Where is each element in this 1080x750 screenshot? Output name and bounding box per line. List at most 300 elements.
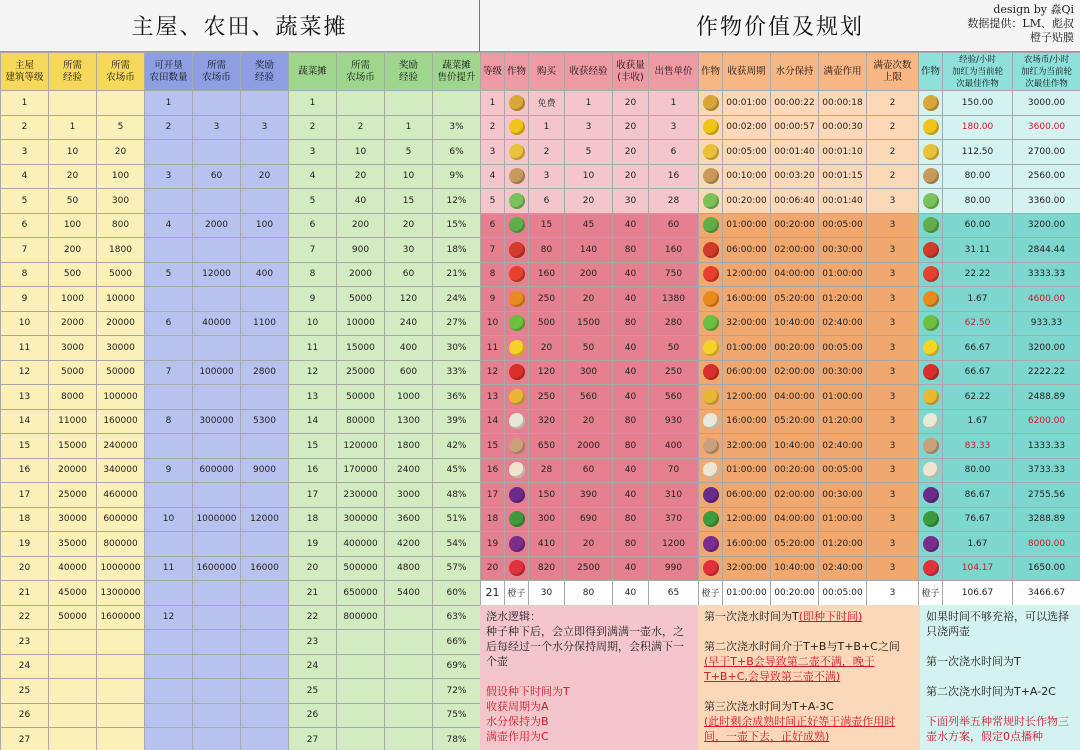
left-cell xyxy=(241,630,289,655)
left-cell xyxy=(241,91,289,116)
crop-price: 6 xyxy=(649,140,699,165)
crop-icon-cell xyxy=(699,262,723,287)
left-cell: 1800 xyxy=(385,434,433,459)
crop-icon-cell xyxy=(505,483,529,508)
crop-level: 20 xyxy=(481,556,505,581)
left-cell: 4 xyxy=(1,164,49,189)
watermelon-icon xyxy=(703,511,719,527)
apple-icon xyxy=(923,364,939,380)
crop-cycle: 12:00:00 xyxy=(723,507,771,532)
crop-icon-cell xyxy=(505,213,529,238)
crop-buy: 650 xyxy=(529,434,565,459)
left-cell: 30000 xyxy=(49,507,97,532)
left-cell: 1000000 xyxy=(193,507,241,532)
crop-buy: 820 xyxy=(529,556,565,581)
left-cell: 15 xyxy=(289,434,337,459)
crop-yield: 40 xyxy=(613,581,649,606)
left-cell: 20 xyxy=(289,556,337,581)
crop-yield: 20 xyxy=(613,164,649,189)
left-cell xyxy=(337,679,385,704)
left-cell: 25 xyxy=(1,679,49,704)
crop-water: 05:20:00 xyxy=(771,409,819,434)
left-cell: 2000 xyxy=(337,262,385,287)
crop-coin-per-hour: 3466.67 xyxy=(1013,581,1080,606)
crop-water: 04:00:00 xyxy=(771,385,819,410)
crop-yield: 20 xyxy=(613,140,649,165)
left-cell: 120 xyxy=(385,287,433,312)
crop-row xyxy=(481,458,1080,483)
left-cell xyxy=(145,679,193,704)
crop-row xyxy=(481,140,1080,165)
left-cell xyxy=(241,336,289,361)
left-cell: 60 xyxy=(193,164,241,189)
crop-cycle: 01:00:00 xyxy=(723,336,771,361)
left-cell: 20000 xyxy=(49,458,97,483)
table-row xyxy=(1,556,481,581)
radish-icon xyxy=(923,413,939,429)
left-cell: 63% xyxy=(433,605,481,630)
note-watering-body: 种子种下后，会立即得到满满一壶水，之后每经过一个水分保持周期，会积满下一个壶 xyxy=(486,625,684,668)
cabbage-icon xyxy=(703,193,719,209)
wheat-icon xyxy=(509,95,525,111)
pepper-icon xyxy=(703,242,719,258)
left-cell xyxy=(241,483,289,508)
left-cell: 7 xyxy=(145,360,193,385)
left-cell: 21 xyxy=(1,581,49,606)
crop-row xyxy=(481,311,1080,336)
crop-row xyxy=(481,115,1080,140)
left-cell: 69% xyxy=(433,654,481,679)
crop-coin-per-hour: 3333.33 xyxy=(1013,262,1080,287)
table-row xyxy=(1,630,481,655)
crop-exp-per-hour: 112.50 xyxy=(943,140,1013,165)
crop-exp: 20 xyxy=(565,409,613,434)
crop-row xyxy=(481,483,1080,508)
crop-coin-per-hour: 3288.89 xyxy=(1013,507,1080,532)
left-cell: 1000 xyxy=(49,287,97,312)
crop-full-pot: 02:40:00 xyxy=(819,434,867,459)
left-cell xyxy=(97,630,145,655)
left-cell: 2000 xyxy=(193,213,241,238)
crop-icon-cell xyxy=(919,115,943,140)
left-cell: 2800 xyxy=(241,360,289,385)
watermelon-icon xyxy=(923,511,939,527)
crop-pot-times: 3 xyxy=(867,409,919,434)
left-cell: 4800 xyxy=(385,556,433,581)
left-cell xyxy=(145,336,193,361)
left-cell: 39% xyxy=(433,409,481,434)
crop-icon-cell xyxy=(919,213,943,238)
tomato-icon xyxy=(509,266,525,282)
crop-icon-cell xyxy=(505,336,529,361)
left-cell: 26 xyxy=(1,703,49,728)
left-cell: 160000 xyxy=(97,409,145,434)
crop-exp-per-hour: 60.00 xyxy=(943,213,1013,238)
left-cell: 25000 xyxy=(49,483,97,508)
left-cell: 7 xyxy=(289,238,337,263)
crop-pot-times: 2 xyxy=(867,140,919,165)
crop-cycle: 01:00:00 xyxy=(723,213,771,238)
left-cell xyxy=(241,532,289,557)
crop-pot-times: 3 xyxy=(867,262,919,287)
crop-pot-times: 3 xyxy=(867,336,919,361)
table-row xyxy=(1,728,481,750)
left-cell: 1100 xyxy=(241,311,289,336)
left-cell xyxy=(337,91,385,116)
apple-icon xyxy=(703,364,719,380)
right-header-4: 收获量 (丰收) xyxy=(613,53,649,91)
left-cell: 19 xyxy=(1,532,49,557)
left-cell: 8 xyxy=(289,262,337,287)
left-cell xyxy=(49,654,97,679)
crop-icon-cell xyxy=(699,189,723,214)
left-cell xyxy=(337,703,385,728)
left-cell: 7 xyxy=(1,238,49,263)
crop-exp-per-hour: 104.17 xyxy=(943,556,1013,581)
corn-icon xyxy=(923,119,939,135)
crop-exp-per-hour: 106.67 xyxy=(943,581,1013,606)
table-row xyxy=(1,409,481,434)
crop-exp: 80 xyxy=(565,581,613,606)
crop-yield: 40 xyxy=(613,336,649,361)
left-cell: 340000 xyxy=(97,458,145,483)
crop-full-pot: 02:40:00 xyxy=(819,311,867,336)
crop-exp-per-hour: 31.11 xyxy=(943,238,1013,263)
left-cell: 3000 xyxy=(385,483,433,508)
cabbage-icon xyxy=(703,217,719,233)
left-cell: 2 xyxy=(1,115,49,140)
left-cell xyxy=(97,703,145,728)
note-two-pot-first: 第一次浇水时间为T xyxy=(926,655,1021,668)
table-row xyxy=(1,532,481,557)
left-cell: 18% xyxy=(433,238,481,263)
left-cell: 240 xyxy=(385,311,433,336)
credit-author: 橙子贴膜 xyxy=(1030,31,1074,44)
left-cell xyxy=(193,434,241,459)
left-cell: 40 xyxy=(337,189,385,214)
left-cell xyxy=(193,140,241,165)
crop-exp: 20 xyxy=(565,189,613,214)
crop-level: 9 xyxy=(481,287,505,312)
crop-icon-cell xyxy=(505,91,529,116)
crop-yield: 40 xyxy=(613,483,649,508)
crop-exp-per-hour: 80.00 xyxy=(943,458,1013,483)
left-cell: 15000 xyxy=(337,336,385,361)
strawberry-icon xyxy=(703,560,719,576)
cabbage-icon xyxy=(923,217,939,233)
left-cell xyxy=(193,483,241,508)
left-cell: 15% xyxy=(433,213,481,238)
left-cell: 4 xyxy=(145,213,193,238)
left-cell xyxy=(241,385,289,410)
crop-exp: 5 xyxy=(565,140,613,165)
left-cell: 10 xyxy=(145,507,193,532)
banana-icon xyxy=(703,340,719,356)
crop-price: 70 xyxy=(649,458,699,483)
left-cell: 11 xyxy=(289,336,337,361)
crop-row xyxy=(481,238,1080,263)
left-cell xyxy=(241,189,289,214)
crop-cycle: 32:00:00 xyxy=(723,434,771,459)
crop-icon-cell xyxy=(505,238,529,263)
left-cell: 3000 xyxy=(49,336,97,361)
crop-level: 17 xyxy=(481,483,505,508)
left-cell: 2 xyxy=(145,115,193,140)
table-row xyxy=(1,262,481,287)
tomato-icon xyxy=(923,266,939,282)
left-cell xyxy=(145,140,193,165)
crop-level: 21 xyxy=(481,581,505,606)
crop-buy: 80 xyxy=(529,238,565,263)
crop-exp: 200 xyxy=(565,262,613,287)
left-cell: 600000 xyxy=(193,458,241,483)
left-cell xyxy=(193,728,241,750)
crop-level: 18 xyxy=(481,507,505,532)
crop-price: 370 xyxy=(649,507,699,532)
wheat-icon xyxy=(703,95,719,111)
left-cell: 30 xyxy=(385,238,433,263)
crop-exp: 2500 xyxy=(565,556,613,581)
crop-exp: 1500 xyxy=(565,311,613,336)
crop-water: 00:03:20 xyxy=(771,164,819,189)
crop-icon-cell xyxy=(505,164,529,189)
crop-icon-cell xyxy=(699,556,723,581)
left-cell xyxy=(193,532,241,557)
crop-buy: 15 xyxy=(529,213,565,238)
crop-water: 02:00:00 xyxy=(771,238,819,263)
pineapple-icon xyxy=(509,389,525,405)
left-cell: 2400 xyxy=(385,458,433,483)
corn-icon xyxy=(509,144,525,160)
crop-row xyxy=(481,262,1080,287)
left-cell: 20 xyxy=(49,164,97,189)
left-cell: 16 xyxy=(1,458,49,483)
left-cell: 78% xyxy=(433,728,481,750)
left-cell xyxy=(145,581,193,606)
table-row xyxy=(1,311,481,336)
crop-pot-times: 3 xyxy=(867,581,919,606)
pineapple-icon xyxy=(703,389,719,405)
left-cell: 600 xyxy=(385,360,433,385)
left-cell: 1 xyxy=(1,91,49,116)
crop-pot-times: 3 xyxy=(867,213,919,238)
crop-icon-cell xyxy=(919,385,943,410)
crop-water: 10:40:00 xyxy=(771,556,819,581)
right-header-5: 出售单价 xyxy=(649,53,699,91)
crop-level: 4 xyxy=(481,164,505,189)
crop-exp: 3 xyxy=(565,115,613,140)
crop-price: 50 xyxy=(649,336,699,361)
crop-icon-cell xyxy=(919,91,943,116)
left-cell: 18 xyxy=(1,507,49,532)
left-header-0: 主屋 建筑等级 xyxy=(1,53,49,91)
left-cell xyxy=(97,91,145,116)
left-cell: 24 xyxy=(289,654,337,679)
crop-price: 1380 xyxy=(649,287,699,312)
left-header-1: 所需 经验 xyxy=(49,53,97,91)
crop-full-pot: 01:00:00 xyxy=(819,507,867,532)
left-cell xyxy=(145,630,193,655)
crop-full-pot: 01:20:00 xyxy=(819,287,867,312)
table-row xyxy=(1,605,481,630)
left-cell xyxy=(145,287,193,312)
crop-coin-per-hour: 2560.00 xyxy=(1013,164,1080,189)
crop-cycle: 06:00:00 xyxy=(723,360,771,385)
crop-icon-cell xyxy=(505,532,529,557)
banana-icon xyxy=(923,340,939,356)
crop-exp: 20 xyxy=(565,287,613,312)
note-second-water-red: (早于T+B会导致第二壶不满，晚于T+B+C,会导致第三壶不满) xyxy=(704,655,875,683)
left-cell: 50000 xyxy=(49,605,97,630)
crop-price: 1 xyxy=(649,91,699,116)
crop-price: 65 xyxy=(649,581,699,606)
left-cell: 2 xyxy=(337,115,385,140)
crop-icon-cell xyxy=(699,385,723,410)
left-cell: 1000000 xyxy=(97,556,145,581)
left-cell: 5 xyxy=(289,189,337,214)
title-right: 作物价值及规划 xyxy=(695,15,864,40)
crop-cycle: 12:00:00 xyxy=(723,262,771,287)
crop-cycle: 12:00:00 xyxy=(723,385,771,410)
crop-price: 930 xyxy=(649,409,699,434)
note-first-water-red: (即种下时间) xyxy=(798,610,863,623)
crop-exp-per-hour: 62.50 xyxy=(943,311,1013,336)
crop-price: 280 xyxy=(649,311,699,336)
left-cell: 1 xyxy=(145,91,193,116)
left-cell: 800 xyxy=(97,213,145,238)
left-cell: 800000 xyxy=(97,532,145,557)
crop-row xyxy=(481,287,1080,312)
left-cell: 230000 xyxy=(337,483,385,508)
crop-full-pot: 00:01:40 xyxy=(819,189,867,214)
left-cell: 9000 xyxy=(241,458,289,483)
crop-water: 00:20:00 xyxy=(771,213,819,238)
left-cell: 17 xyxy=(1,483,49,508)
left-cell: 900 xyxy=(337,238,385,263)
left-cell: 60 xyxy=(385,262,433,287)
left-cell: 5 xyxy=(1,189,49,214)
left-cell: 13 xyxy=(1,385,49,410)
right-header-3: 收获经验 xyxy=(565,53,613,91)
left-cell xyxy=(241,581,289,606)
left-cell: 27% xyxy=(433,311,481,336)
left-cell: 11000 xyxy=(49,409,97,434)
right-header-11: 作物 xyxy=(919,53,943,91)
strawberry-icon xyxy=(509,560,525,576)
left-cell xyxy=(193,238,241,263)
left-cell: 5 xyxy=(385,140,433,165)
left-cell: 5000 xyxy=(337,287,385,312)
left-cell: 100000 xyxy=(193,360,241,385)
watering-logic-note xyxy=(480,605,698,750)
left-cell: 10 xyxy=(385,164,433,189)
eggplant-icon xyxy=(923,487,939,503)
left-cell: 9% xyxy=(433,164,481,189)
crop-water: 00:20:00 xyxy=(771,336,819,361)
crop-pot-times: 2 xyxy=(867,91,919,116)
crop-water: 00:20:00 xyxy=(771,458,819,483)
left-cell xyxy=(193,385,241,410)
left-cell: 14 xyxy=(1,409,49,434)
left-cell xyxy=(97,654,145,679)
building-table xyxy=(0,52,481,750)
crop-cycle: 01:00:00 xyxy=(723,458,771,483)
crop-price: 160 xyxy=(649,238,699,263)
left-cell: 20 xyxy=(337,164,385,189)
crop-exp-per-hour: 80.00 xyxy=(943,189,1013,214)
crop-buy: 300 xyxy=(529,507,565,532)
crop-row xyxy=(481,507,1080,532)
left-cell xyxy=(193,679,241,704)
crop-name: 橙子 xyxy=(505,581,529,606)
left-cell: 50000 xyxy=(337,385,385,410)
garlic-icon xyxy=(703,462,719,478)
left-cell xyxy=(49,91,97,116)
left-cell xyxy=(337,630,385,655)
crop-icon-cell xyxy=(919,262,943,287)
crop-cycle: 06:00:00 xyxy=(723,483,771,508)
crop-exp: 1 xyxy=(565,91,613,116)
crop-yield: 40 xyxy=(613,385,649,410)
crop-icon-cell xyxy=(505,409,529,434)
tomato-icon xyxy=(703,266,719,282)
left-cell: 3600 xyxy=(385,507,433,532)
crop-level: 2 xyxy=(481,115,505,140)
left-cell: 60% xyxy=(433,581,481,606)
left-header-9: 蔬菜摊 售价提升 xyxy=(433,53,481,91)
left-cell xyxy=(97,728,145,750)
crop-yield: 80 xyxy=(613,532,649,557)
crop-pot-times: 3 xyxy=(867,189,919,214)
crop-exp: 60 xyxy=(565,458,613,483)
left-cell: 3 xyxy=(1,140,49,165)
crop-row xyxy=(481,581,1080,606)
left-cell: 8 xyxy=(145,409,193,434)
left-cell: 21% xyxy=(433,262,481,287)
crop-icon-cell xyxy=(699,140,723,165)
table-row xyxy=(1,703,481,728)
left-cell: 11 xyxy=(145,556,193,581)
left-cell xyxy=(241,140,289,165)
crop-exp-per-hour: 150.00 xyxy=(943,91,1013,116)
crop-cycle: 16:00:00 xyxy=(723,409,771,434)
table-row xyxy=(1,189,481,214)
note-watering-title: 浇水逻辑： xyxy=(486,610,541,623)
crop-water: 00:06:40 xyxy=(771,189,819,214)
left-cell xyxy=(385,728,433,750)
crop-full-pot: 01:20:00 xyxy=(819,532,867,557)
table-row xyxy=(1,91,481,116)
crop-icon-cell xyxy=(505,287,529,312)
left-cell: 1 xyxy=(289,91,337,116)
crop-pot-times: 3 xyxy=(867,311,919,336)
crop-pot-times: 3 xyxy=(867,507,919,532)
cabbage-icon xyxy=(509,217,525,233)
left-cell: 22 xyxy=(289,605,337,630)
left-cell: 45% xyxy=(433,458,481,483)
crop-cycle: 16:00:00 xyxy=(723,532,771,557)
title-left: 主屋、农田、蔬菜摊 xyxy=(0,0,480,52)
left-cell: 12 xyxy=(1,360,49,385)
left-cell xyxy=(193,630,241,655)
left-cell: 10000 xyxy=(337,311,385,336)
crop-price: 3 xyxy=(649,115,699,140)
credit-data: 数据提供：LM、彪叔 xyxy=(967,17,1074,30)
crop-buy: 160 xyxy=(529,262,565,287)
apple-icon xyxy=(509,364,525,380)
crop-cycle: 16:00:00 xyxy=(723,287,771,312)
left-cell: 240000 xyxy=(97,434,145,459)
